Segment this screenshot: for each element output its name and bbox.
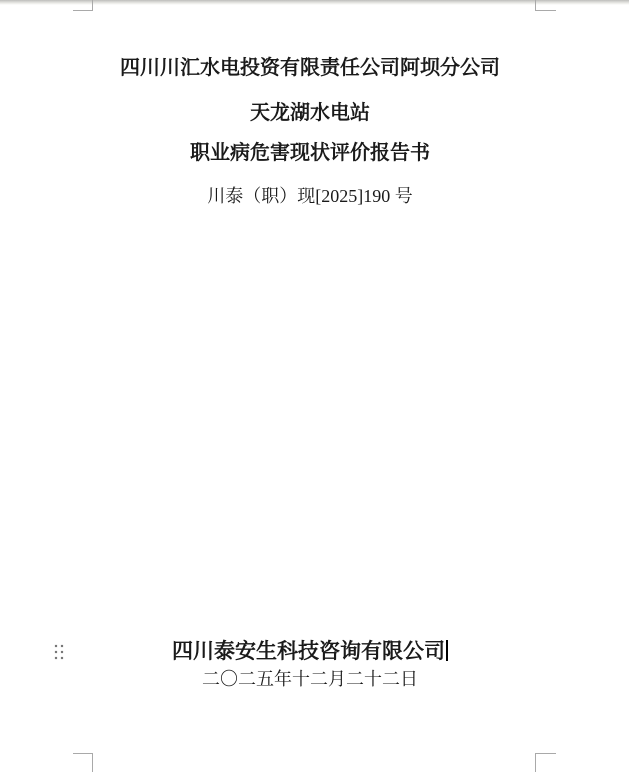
company-name-line[interactable] — [0, 640, 620, 664]
company-name-text: 四川泰安生科技咨询有限公司 — [172, 640, 445, 663]
report-title-line-3[interactable]: 职业病危害现状评价报告书 — [190, 142, 430, 164]
text-cursor — [446, 640, 448, 661]
report-date[interactable]: 二〇二五年十二月二十二日 — [202, 669, 418, 689]
report-title-line-2[interactable]: 天龙湖水电站 — [250, 102, 370, 124]
crop-mark-top-left-icon — [73, 0, 93, 11]
crop-mark-bottom-left-icon — [73, 753, 93, 772]
document-number[interactable]: 川泰（职）现[2025]190 号 — [207, 186, 413, 206]
report-title-line-1[interactable]: 四川川汇水电投资有限责任公司阿坝分公司 — [120, 57, 500, 79]
crop-mark-top-right-icon — [535, 0, 556, 11]
crop-mark-bottom-right-icon — [535, 753, 556, 772]
